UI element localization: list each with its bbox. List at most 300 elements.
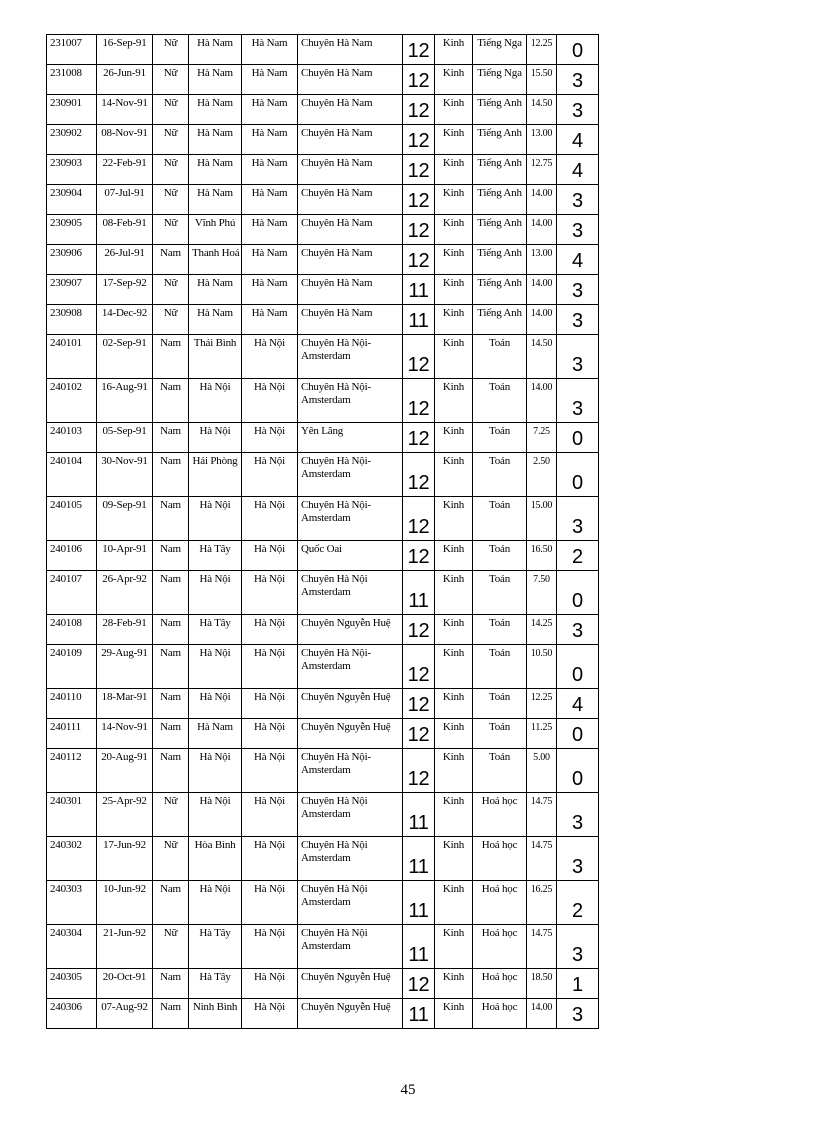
school-cell: Chuyên Hà Nam [298,155,403,185]
prize-cell: 3 [557,65,599,95]
prize-cell: 2 [557,541,599,571]
grade-cell: 12 [403,497,435,541]
student-id-cell: 240305 [47,969,97,999]
student-id-cell: 240103 [47,423,97,453]
date-of-birth-cell: 18-Mar-91 [97,689,153,719]
ethnicity-cell: Kinh [435,305,473,335]
student-id-cell: 240303 [47,881,97,925]
date-of-birth-cell: 26-Apr-92 [97,571,153,615]
student-id-cell: 230907 [47,275,97,305]
gender-cell: Nữ [153,155,189,185]
province-cell: Hà Nội [242,335,298,379]
province-cell: Hà Nội [242,793,298,837]
birthplace-cell: Hà Nam [189,185,242,215]
school-cell: Chuyên Hà Nội Amsterdam [298,837,403,881]
ethnicity-cell: Kinh [435,275,473,305]
ethnicity-cell: Kinh [435,615,473,645]
table-row [47,125,599,155]
student-id-cell: 240111 [47,719,97,749]
table-row [47,245,599,275]
birthplace-cell: Hà Nội [189,645,242,689]
grade-cell: 12 [403,541,435,571]
school-cell: Chuyên Hà Nội-Amsterdam [298,453,403,497]
ethnicity-cell: Kinh [435,95,473,125]
gender-cell: Nữ [153,925,189,969]
province-cell: Hà Nội [242,423,298,453]
birthplace-cell: Thanh Hoá [189,245,242,275]
score-cell: 2.50 [527,453,557,497]
ethnicity-cell: Kinh [435,571,473,615]
student-id-cell: 230901 [47,95,97,125]
table-row [47,185,599,215]
student-id-cell: 240306 [47,999,97,1029]
school-cell: Chuyên Hà Nam [298,95,403,125]
student-id-cell: 240301 [47,793,97,837]
student-id-cell: 230903 [47,155,97,185]
province-cell: Hà Nội [242,881,298,925]
ethnicity-cell: Kinh [435,35,473,65]
province-cell: Hà Nội [242,749,298,793]
birthplace-cell: Hà Nam [189,125,242,155]
student-id-cell: 240102 [47,379,97,423]
subject-cell: Toán [473,379,527,423]
grade-cell: 12 [403,749,435,793]
birthplace-cell: Hải Phòng [189,453,242,497]
school-cell: Chuyên Hà Nội Amsterdam [298,793,403,837]
school-cell: Chuyên Hà Nội Amsterdam [298,925,403,969]
ethnicity-cell: Kinh [435,999,473,1029]
table-row [47,305,599,335]
province-cell: Hà Nội [242,541,298,571]
date-of-birth-cell: 17-Jun-92 [97,837,153,881]
score-cell: 14.50 [527,95,557,125]
ethnicity-cell: Kinh [435,125,473,155]
province-cell: Hà Nam [242,125,298,155]
birthplace-cell: Hà Nam [189,719,242,749]
province-cell: Hà Nội [242,719,298,749]
school-cell: Chuyên Hà Nam [298,305,403,335]
subject-cell: Toán [473,335,527,379]
subject-cell: Toán [473,719,527,749]
table-row [47,689,599,719]
table-body [47,35,599,1029]
table-row [47,615,599,645]
grade-cell: 12 [403,155,435,185]
school-cell: Chuyên Hà Nội-Amsterdam [298,749,403,793]
table-row [47,793,599,837]
subject-cell: Hoá học [473,969,527,999]
subject-cell: Tiếng Nga [473,35,527,65]
gender-cell: Nam [153,379,189,423]
student-id-cell: 240104 [47,453,97,497]
score-cell: 10.50 [527,645,557,689]
student-id-cell: 240112 [47,749,97,793]
grade-cell: 11 [403,793,435,837]
score-cell: 14.25 [527,615,557,645]
gender-cell: Nam [153,453,189,497]
prize-cell: 4 [557,689,599,719]
grade-cell: 11 [403,305,435,335]
subject-cell: Toán [473,749,527,793]
grade-cell: 12 [403,453,435,497]
score-cell: 14.00 [527,185,557,215]
gender-cell: Nữ [153,65,189,95]
ethnicity-cell: Kinh [435,423,473,453]
grade-cell: 12 [403,215,435,245]
birthplace-cell: Hà Tây [189,541,242,571]
table-row [47,35,599,65]
score-cell: 13.00 [527,125,557,155]
province-cell: Hà Nội [242,453,298,497]
subject-cell: Hoá học [473,999,527,1029]
table-row [47,423,599,453]
date-of-birth-cell: 29-Aug-91 [97,645,153,689]
gender-cell: Nam [153,335,189,379]
birthplace-cell: Thái Bình [189,335,242,379]
date-of-birth-cell: 21-Jun-92 [97,925,153,969]
prize-cell: 0 [557,35,599,65]
date-of-birth-cell: 10-Apr-91 [97,541,153,571]
score-cell: 12.25 [527,689,557,719]
school-cell: Chuyên Hà Nam [298,245,403,275]
province-cell: Hà Nam [242,305,298,335]
student-id-cell: 240110 [47,689,97,719]
prize-cell: 3 [557,999,599,1029]
subject-cell: Tiếng Anh [473,185,527,215]
table-row [47,999,599,1029]
subject-cell: Toán [473,615,527,645]
date-of-birth-cell: 26-Jul-91 [97,245,153,275]
school-cell: Chuyên Hà Nam [298,65,403,95]
prize-cell: 2 [557,881,599,925]
school-cell: Chuyên Hà Nội-Amsterdam [298,335,403,379]
grade-cell: 11 [403,925,435,969]
prize-cell: 0 [557,719,599,749]
province-cell: Hà Nam [242,65,298,95]
province-cell: Hà Nội [242,645,298,689]
birthplace-cell: Hà Nam [189,35,242,65]
province-cell: Hà Nội [242,615,298,645]
school-cell: Chuyên Hà Nội Amsterdam [298,571,403,615]
date-of-birth-cell: 16-Aug-91 [97,379,153,423]
date-of-birth-cell: 07-Aug-92 [97,999,153,1029]
school-cell: Chuyên Hà Nam [298,125,403,155]
score-cell: 13.00 [527,245,557,275]
table-row [47,719,599,749]
date-of-birth-cell: 02-Sep-91 [97,335,153,379]
ethnicity-cell: Kinh [435,793,473,837]
table-row [47,571,599,615]
date-of-birth-cell: 10-Jun-92 [97,881,153,925]
ethnicity-cell: Kinh [435,969,473,999]
score-cell: 14.00 [527,999,557,1029]
province-cell: Hà Nội [242,999,298,1029]
prize-cell: 3 [557,497,599,541]
province-cell: Hà Nội [242,571,298,615]
date-of-birth-cell: 08-Nov-91 [97,125,153,155]
student-id-cell: 230908 [47,305,97,335]
ethnicity-cell: Kinh [435,689,473,719]
subject-cell: Tiếng Nga [473,65,527,95]
date-of-birth-cell: 08-Feb-91 [97,215,153,245]
prize-cell: 3 [557,793,599,837]
score-cell: 14.75 [527,793,557,837]
student-id-cell: 231008 [47,65,97,95]
table-row [47,335,599,379]
ethnicity-cell: Kinh [435,541,473,571]
school-cell: Chuyên Hà Nam [298,185,403,215]
ethnicity-cell: Kinh [435,65,473,95]
province-cell: Hà Nam [242,245,298,275]
subject-cell: Toán [473,571,527,615]
gender-cell: Nam [153,749,189,793]
grade-cell: 12 [403,719,435,749]
subject-cell: Tiếng Anh [473,245,527,275]
ethnicity-cell: Kinh [435,749,473,793]
table-row [47,497,599,541]
subject-cell: Tiếng Anh [473,275,527,305]
ethnicity-cell: Kinh [435,837,473,881]
student-id-cell: 240108 [47,615,97,645]
ethnicity-cell: Kinh [435,155,473,185]
grade-cell: 12 [403,35,435,65]
table-row [47,379,599,423]
ethnicity-cell: Kinh [435,497,473,541]
date-of-birth-cell: 16-Sep-91 [97,35,153,65]
student-id-cell: 231007 [47,35,97,65]
prize-cell: 3 [557,335,599,379]
ethnicity-cell: Kinh [435,215,473,245]
subject-cell: Toán [473,423,527,453]
birthplace-cell: Hà Nam [189,95,242,125]
prize-cell: 0 [557,645,599,689]
ethnicity-cell: Kinh [435,245,473,275]
student-id-cell: 240304 [47,925,97,969]
gender-cell: Nam [153,615,189,645]
score-cell: 14.50 [527,335,557,379]
birthplace-cell: Vĩnh Phú [189,215,242,245]
birthplace-cell: Hà Nam [189,65,242,95]
gender-cell: Nam [153,541,189,571]
student-id-cell: 240101 [47,335,97,379]
score-cell: 11.25 [527,719,557,749]
province-cell: Hà Nam [242,155,298,185]
table-row [47,749,599,793]
date-of-birth-cell: 17-Sep-92 [97,275,153,305]
birthplace-cell: Hòa Bình [189,837,242,881]
student-id-cell: 240107 [47,571,97,615]
ethnicity-cell: Kinh [435,925,473,969]
date-of-birth-cell: 05-Sep-91 [97,423,153,453]
student-id-cell: 230905 [47,215,97,245]
birthplace-cell: Hà Nam [189,305,242,335]
grade-cell: 12 [403,379,435,423]
grade-cell: 11 [403,837,435,881]
birthplace-cell: Hà Nội [189,793,242,837]
grade-cell: 11 [403,571,435,615]
birthplace-cell: Hà Nội [189,881,242,925]
student-id-cell: 240302 [47,837,97,881]
score-cell: 14.75 [527,925,557,969]
gender-cell: Nam [153,689,189,719]
score-cell: 16.50 [527,541,557,571]
table-row [47,925,599,969]
province-cell: Hà Nam [242,215,298,245]
date-of-birth-cell: 28-Feb-91 [97,615,153,645]
table-row [47,155,599,185]
score-cell: 5.00 [527,749,557,793]
ethnicity-cell: Kinh [435,881,473,925]
student-id-cell: 230904 [47,185,97,215]
prize-cell: 4 [557,125,599,155]
prize-cell: 0 [557,749,599,793]
school-cell: Quốc Oai [298,541,403,571]
gender-cell: Nam [153,497,189,541]
date-of-birth-cell: 25-Apr-92 [97,793,153,837]
subject-cell: Tiếng Anh [473,305,527,335]
birthplace-cell: Hà Nam [189,275,242,305]
gender-cell: Nữ [153,35,189,65]
birthplace-cell: Hà Nội [189,423,242,453]
date-of-birth-cell: 26-Jun-91 [97,65,153,95]
subject-cell: Hoá học [473,925,527,969]
birthplace-cell: Hà Nội [189,571,242,615]
subject-cell: Tiếng Anh [473,95,527,125]
school-cell: Chuyên Hà Nội-Amsterdam [298,497,403,541]
grade-cell: 12 [403,615,435,645]
prize-cell: 4 [557,155,599,185]
gender-cell: Nữ [153,215,189,245]
birthplace-cell: Hà Tây [189,615,242,645]
subject-cell: Hoá học [473,837,527,881]
student-id-cell: 230902 [47,125,97,155]
grade-cell: 12 [403,125,435,155]
province-cell: Hà Nội [242,379,298,423]
province-cell: Hà Nam [242,35,298,65]
province-cell: Hà Nam [242,185,298,215]
prize-cell: 3 [557,837,599,881]
score-cell: 15.50 [527,65,557,95]
score-cell: 16.25 [527,881,557,925]
province-cell: Hà Nội [242,497,298,541]
ethnicity-cell: Kinh [435,185,473,215]
subject-cell: Toán [473,453,527,497]
school-cell: Chuyên Hà Nam [298,35,403,65]
subject-cell: Toán [473,645,527,689]
province-cell: Hà Nam [242,275,298,305]
birthplace-cell: Hà Nội [189,497,242,541]
gender-cell: Nữ [153,305,189,335]
province-cell: Hà Nội [242,969,298,999]
student-id-cell: 240106 [47,541,97,571]
grade-cell: 12 [403,95,435,125]
date-of-birth-cell: 22-Feb-91 [97,155,153,185]
prize-cell: 3 [557,215,599,245]
date-of-birth-cell: 07-Jul-91 [97,185,153,215]
school-cell: Yên Lãng [298,423,403,453]
gender-cell: Nữ [153,837,189,881]
score-cell: 12.75 [527,155,557,185]
table-row [47,65,599,95]
prize-cell: 3 [557,379,599,423]
grade-cell: 12 [403,645,435,689]
gender-cell: Nam [153,245,189,275]
prize-cell: 1 [557,969,599,999]
prize-cell: 0 [557,571,599,615]
school-cell: Chuyên Nguyễn Huệ [298,615,403,645]
birthplace-cell: Hà Nam [189,155,242,185]
subject-cell: Toán [473,689,527,719]
table-row [47,969,599,999]
province-cell: Hà Nội [242,925,298,969]
date-of-birth-cell: 20-Oct-91 [97,969,153,999]
gender-cell: Nữ [153,185,189,215]
gender-cell: Nam [153,969,189,999]
school-cell: Chuyên Nguyễn Huệ [298,999,403,1029]
province-cell: Hà Nội [242,837,298,881]
score-cell: 7.50 [527,571,557,615]
province-cell: Hà Nam [242,95,298,125]
subject-cell: Tiếng Anh [473,155,527,185]
prize-cell: 4 [557,245,599,275]
student-id-cell: 240105 [47,497,97,541]
gender-cell: Nam [153,423,189,453]
table-row [47,881,599,925]
ethnicity-cell: Kinh [435,645,473,689]
grade-cell: 12 [403,335,435,379]
table-row [47,215,599,245]
score-cell: 7.25 [527,423,557,453]
gender-cell: Nữ [153,95,189,125]
student-id-cell: 240109 [47,645,97,689]
date-of-birth-cell: 20-Aug-91 [97,749,153,793]
subject-cell: Tiếng Anh [473,215,527,245]
date-of-birth-cell: 30-Nov-91 [97,453,153,497]
school-cell: Chuyên Nguyễn Huệ [298,719,403,749]
prize-cell: 3 [557,615,599,645]
score-cell: 14.00 [527,379,557,423]
subject-cell: Toán [473,497,527,541]
gender-cell: Nữ [153,793,189,837]
grade-cell: 12 [403,65,435,95]
gender-cell: Nam [153,719,189,749]
gender-cell: Nam [153,571,189,615]
birthplace-cell: Hà Nội [189,379,242,423]
prize-cell: 3 [557,275,599,305]
table-row [47,95,599,125]
ethnicity-cell: Kinh [435,719,473,749]
province-cell: Hà Nội [242,689,298,719]
grade-cell: 11 [403,999,435,1029]
birthplace-cell: Hà Nội [189,689,242,719]
birthplace-cell: Hà Tây [189,925,242,969]
gender-cell: Nam [153,881,189,925]
ethnicity-cell: Kinh [435,379,473,423]
grade-cell: 12 [403,969,435,999]
birthplace-cell: Hà Tây [189,969,242,999]
date-of-birth-cell: 14-Nov-91 [97,95,153,125]
school-cell: Chuyên Hà Nội Amsterdam [298,881,403,925]
date-of-birth-cell: 14-Dec-92 [97,305,153,335]
birthplace-cell: Hà Nội [189,749,242,793]
score-cell: 14.00 [527,215,557,245]
table-row [47,541,599,571]
subject-cell: Toán [473,541,527,571]
student-id-cell: 230906 [47,245,97,275]
grade-cell: 12 [403,423,435,453]
prize-cell: 0 [557,423,599,453]
gender-cell: Nam [153,999,189,1029]
